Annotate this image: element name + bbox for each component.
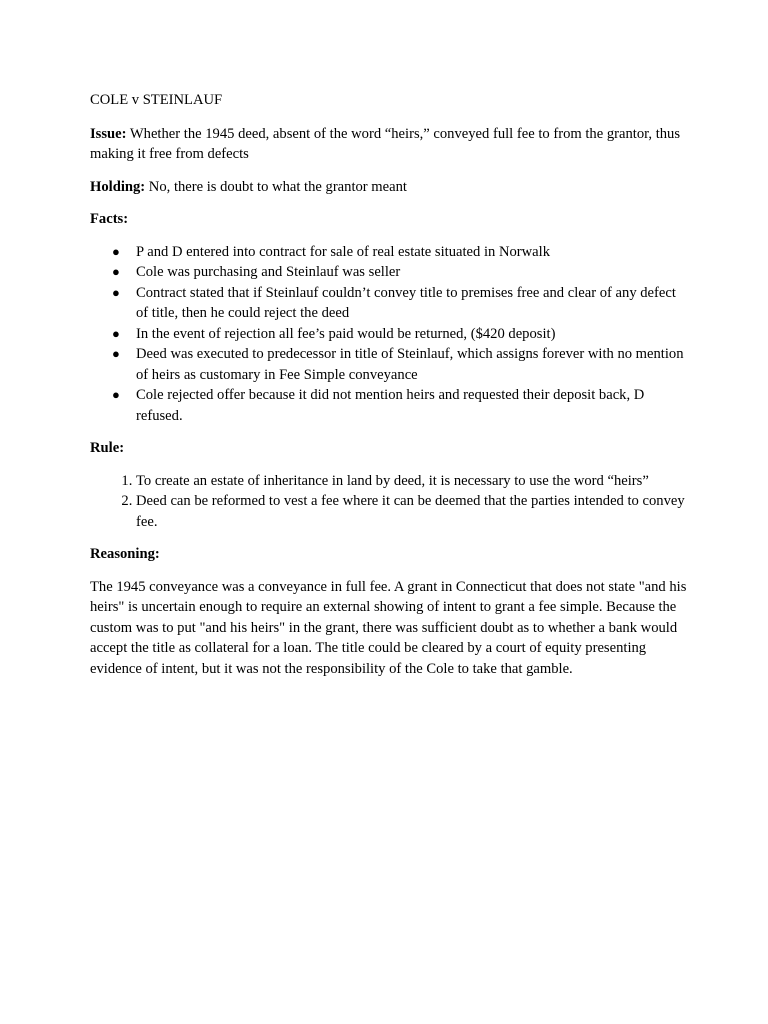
rule-heading: Rule:	[90, 440, 125, 456]
list-item	[112, 324, 690, 345]
holding-label: Holding:	[90, 178, 146, 195]
issue-text: Whether the 1945 deed, absent of the word “heirs,” conveyed full fee to from the grantor, thus making it free from defects	[90, 125, 681, 162]
list-item	[112, 344, 690, 385]
bullet-icon: ●	[112, 325, 120, 341]
bullet-icon: ●	[112, 284, 120, 300]
reasoning-heading: Reasoning:	[90, 546, 160, 562]
fact-text: Cole rejected offer because it did not mention heirs and requested their deposit back, D refused.	[136, 387, 645, 424]
list-item	[136, 491, 690, 532]
rule-text: To create an estate of inheritance in land by deed, it is necessary to use the word “heirs”	[136, 472, 649, 489]
list-item	[112, 385, 690, 426]
rule-list	[90, 471, 690, 533]
list-item	[112, 262, 690, 283]
holding-text: No, there is doubt to what the grantor meant	[145, 178, 407, 195]
list-item	[136, 471, 690, 492]
document-page	[90, 90, 690, 679]
fact-text: Deed was executed to predecessor in title of Steinlauf, which assigns forever with no mention of heirs as customary in Fee Simple conveyance	[136, 346, 684, 383]
facts-heading: Facts:	[90, 211, 129, 227]
bullet-icon: ●	[112, 387, 120, 402]
issue-label: Issue:	[90, 125, 127, 142]
list-item	[112, 242, 690, 263]
issue-paragraph	[90, 124, 690, 165]
fact-text: Cole was purchasing and Steinlauf was seller	[136, 264, 401, 280]
bullet-icon: ●	[112, 346, 120, 361]
list-item	[112, 283, 690, 324]
bullet-icon: ●	[112, 264, 120, 279]
holding-paragraph	[90, 177, 690, 198]
fact-text: P and D entered into contract for sale of real estate situated in Norwalk	[136, 243, 551, 260]
facts-list	[90, 242, 690, 427]
reasoning-text: The 1945 conveyance was a conveyance in full fee. A grant in Connecticut that does not state "and his heirs" is uncertain enough to require an external showing of intent to grant a fee simple. Because the custom was to put "and his heirs" in the grant, there was sufficient doubt as to whether a bank would accept the title as collateral for a loan. The title could be cleared by a court of equity presenting evidence of intent, but it was not the responsibility of the Cole to take that gamble.	[90, 578, 687, 677]
rule-text: Deed can be reformed to vest a fee where it can be deemed that the parties intended to convey fee.	[136, 493, 685, 530]
fact-text: Contract stated that if Steinlauf couldn’t convey title to premises free and clear of any defect of title, then he could reject the deed	[136, 284, 676, 321]
case-title: COLE v STEINLAUF	[90, 92, 223, 108]
fact-text: In the event of rejection all fee’s paid would be returned, ($420 deposit)	[136, 325, 556, 342]
bullet-icon: ●	[112, 243, 120, 259]
